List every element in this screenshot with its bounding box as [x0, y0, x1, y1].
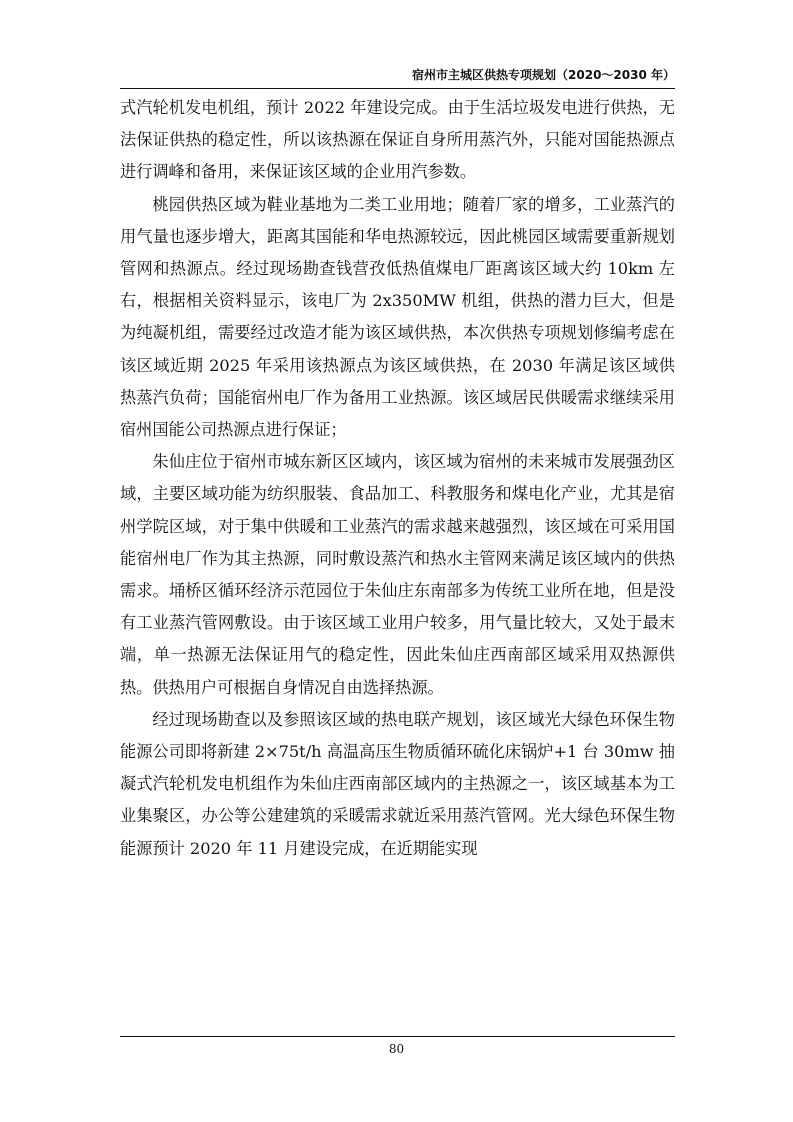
- footer-divider: [120, 1036, 675, 1037]
- paragraph-site-survey: 经过现场勘查以及参照该区域的热电联产规划，该区域光大绿色环保生物能源公司即将新建 2×75t/h 高温高压生物质循环硫化床锅炉+1 台 30mw 抽凝式汽轮机发电机组作为朱仙庄西南部区域内的主热源之一，该区域基本为工业集聚区，办公等公建建筑的采暖需求就近采用蒸汽管网。光大绿色环保生物能源预计 2020 年 11 月建设完成，在近期能实现: [120, 709, 675, 858]
- header-divider: [120, 88, 675, 89]
- page-number: 80: [388, 1042, 405, 1056]
- paragraph-continuation: 式汽轮机发电机组，预计 2022 年建设完成。由于生活垃圾发电进行供热，无法保证供热的稳定性，所以该热源在保证自身所用蒸汽外，只能对国能热源点进行调峰和备用，来保证该区域的企业用汽参数。: [120, 98, 675, 182]
- paragraph-zhuxianzhuang: 朱仙庄位于宿州市城东新区区域内，该区域为宿州的未来城市发展强劲区域，主要区域功能为纺织服装、食品加工、科教服务和煤电化产业，尤其是宿州学院区域，对于集中供暖和工业蒸汽的需求越来越强烈，该区域在可采用国能宿州电厂作为其主热源，同时敷设蒸汽和热水主管网来满足该区域内的供热需求。埇桥区循环经济示范园位于朱仙庄东南部多为传统工业所在地，但是没有工业蒸汽管网敷设。由于该区域工业用户较多，用气量比较大，又处于最末端，单一热源无法保证用气的稳定性，因此朱仙庄西南部区域采用双热源供热。供热用户可根据自身情况自由选择热源。: [120, 452, 675, 697]
- page-body: [120, 92, 675, 865]
- running-header: 宿州市主城区供热专项规划（2020～2030 年）: [412, 68, 675, 82]
- paragraph-taoyuan: 桃园供热区域为鞋业基地为二类工业用地；随着厂家的增多，工业蒸汽的用气量也逐步增大，距离其国能和华电热源较远，因此桃园区域需要重新规划管网和热源点。经过现场勘查钱营孜低热值煤电厂距离该区域大约 10km 左右，根据相关资料显示，该电厂为 2x350MW 机组，供热的潜力巨大，但是为纯凝机组，需要经过改造才能为该区域供热，本次供热专项规划修编考虑在该区域近期 2025 年采用该热源点为该区域供热，在 2030 年满足该区域供热蒸汽负荷；国能宿州电厂作为备用工业热源。该区域居民供暖需求继续采用宿州国能公司热源点进行保证；: [120, 194, 675, 440]
